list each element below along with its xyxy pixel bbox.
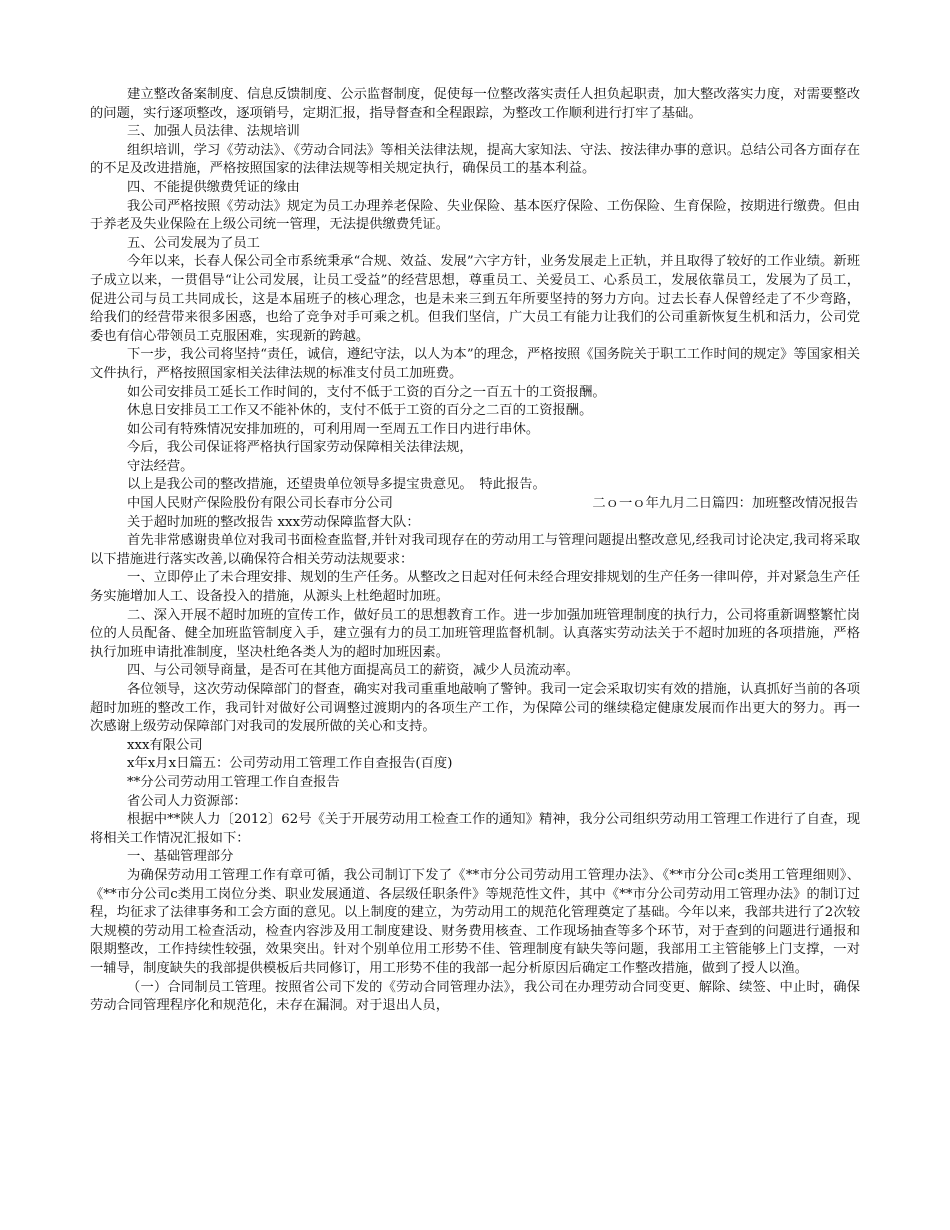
paragraph-measure-one: 一、立即停止了未合理安排、规划的生产任务。从整改之日起对任何未经合理安排规划的生产任务一律叫停，并对紧急生产任务实施增加人工、设备投入的措施，从源头上杜绝超时加班。	[90, 570, 860, 605]
heading-payment-voucher: 四、不能提供缴费凭证的缘由	[127, 179, 300, 195]
paragraph-payment-voucher: 我公司严格按照《劳动法》规定为员工办理养老保险、失业保险、基本医疗保险、工伤保险、生育保险，按期进行缴费。但由于养老及失业保险在上级公司统一管理，无法提供缴费凭证。	[90, 198, 860, 233]
paragraph-management-rules: 为确保劳动用工管理工作有章可循，我公司制订下发了《**市分公司劳动用工管理办法》、《**市分公司c类用工管理细则》、《**市分公司c类用工岗位分类、职业发展通道、各层级任职条件》等规范性文件，其中《**市分公司劳动用工管理办法》的制订过程，均征求了法律事务和工会方面的意见。以上制度的建立，为劳动用工的规范化管理奠定了基础。今年以来，我部共进行了2次较大规模的劳动用工检查活动，检查内容涉及用工制度建设、财务费用核查、工作现场抽查等多个环节，对于查到的问题进行通报和限期整改，工作持续性较强，效果突出。针对个别单位用工形势不佳、管理制度有缺失等问题，我部用工主管能够上门支撑，一对一辅导，制度缺失的我部提供模板后共同修订，用工形势不佳的我部一起分析原因后确定工作整改措施，做到了授人以渔。	[90, 867, 860, 976]
paragraph-lawful-operation: 守法经营。	[127, 458, 194, 474]
paragraph-rest-day-pay: 休息日安排员工工作又不能补休的，支付不低于工资的百分之二百的工资报酬。	[127, 403, 593, 419]
paragraph-rectification-system: 建立整改备案制度、信息反馈制度、公示监督制度，促使每一位整改落实责任人担负起职责，加大整改落实力度，对需要整改的问题，实行逐项整改，逐项销号，定期汇报，指导督查和全程跟踪，为整改工作顺利进行打牢了基础。	[90, 87, 860, 121]
paragraph-thanks: 首先非常感谢贵单位对我司书面检查监督,并针对我司现存在的劳动用工与管理问题提出整改意见,经我司讨论决定,我司将采取以下措施进行落实改善,以确保符合相关劳动法规要求：	[90, 533, 860, 567]
self-inspection-report-title: **分公司劳动用工管理工作自查报告	[127, 774, 340, 790]
company-name-signature: xxx有限公司	[127, 737, 203, 753]
paragraph-leadership-note: 各位领导，这次劳动保障部门的督查，确实对我司重重地敲响了警钟。我司一定会采取切实有效的措施，认真抓好当前的各项超时加班的整改工作，我司针对做好公司调整过渡期内的各项生产工作，为保障公司的继续稳定健康发展而作出更大的努力。再一次感谢上级劳动保障部门对我司的发展所做的关心和支持。	[90, 682, 860, 735]
signature-and-date-line: 中国人民财产保险股份有限公司长春市分公司 二ｏ一ｏ年九月二日篇四：加班整改情况报告	[127, 496, 859, 512]
paragraph-measure-four: 四、与公司领导商量，是否可在其他方面提高员工的薪资，减少人员流动率。	[127, 663, 580, 679]
heading-basic-management: 一、基础管理部分	[127, 849, 234, 865]
document-page	[90, 86, 860, 1016]
paragraph-contract-staff: （一）合同制员工管理。按照省公司下发的《劳动合同管理办法》，我公司在办理劳动合同变更、解除、续签、中止时，确保劳动合同管理程序化和规范化，未存在漏洞。对于退出人员，	[90, 979, 860, 1014]
paragraph-legal-training: 组织培训，学习《劳动法》、《劳动合同法》等相关法律法规，提高大家知法、守法、按法律办事的意识。总结公司各方面存在的不足及改进措施，严格按照国家的法律法规等相关规定执行，确保员工的基本利益。	[90, 142, 860, 177]
paragraph-company-development: 今年以来，长春人保公司全市系统秉承“合规、效益、发展”六字方针，业务发展走上正轨，并且取得了较好的工作业绩。新班子成立以来，一贯倡导“让公司发展，让员工受益”的经营思想，尊重员工、关爱员工、心系员工，发展依靠员工，发展为了员工，促进公司与员工共同成长，这是本届班子的核心理念，也是未来三到五年所要坚持的努力方向。过去长春人保曾经走了不少弯路，给我们的经营带来很多困惑，也给了竞争对手可乘之机。但我们坚信，广大员工有能力让我们的公司重新恢复生机和活力，公司党委也有信心带领员工克服困难，实现新的跨越。	[90, 254, 860, 344]
paragraph-measure-two: 二、深入开展不超时加班的宣传工作，做好员工的思想教育工作。进一步加强加班管理制度的执行力，公司将重新调整繁忙岗位的人员配备、健全加班监管制度入手，建立强有力的员工加班管理监督机制。认真落实劳动法关于不超时加班的各项措施，严格执行加班申请批准制度，坚决杜绝各类人为的超时加班因素。	[90, 607, 860, 660]
heading-legal-training: 三、加强人员法律、法规培训	[127, 124, 300, 140]
paragraph-closing-remark: 以上是我公司的整改措施，还望贵单位领导多提宝贵意见。 特此报告。	[127, 477, 546, 493]
paragraph-guarantee: 今后，我公司保证将严格执行国家劳动保障相关法律法规，	[127, 440, 473, 456]
recipient-hr-department: 省公司人力资源部：	[127, 793, 247, 809]
date-and-section-five-title: x年x月x日篇五：公司劳动用工管理工作自查报告(百度)	[127, 756, 453, 772]
paragraph-next-step: 下一步，我公司将坚持“责任，诚信，遵纪守法，以人为本”的理念，严格按照《国务院关于职工工作时间的规定》等国家相关文件执行，严格按照国家相关法律法规的标准支付员工加班费。	[90, 347, 860, 381]
report-title-overtime: 关于超时加班的整改报告 xxx劳动保障监督大队：	[127, 514, 420, 530]
paragraph-notice-basis: 根据中**陕人力〔2012〕62号《关于开展劳动用工检查工作的通知》精神，我分公司组织劳动用工管理工作进行了自查，现将相关工作情况汇报如下：	[90, 812, 860, 846]
paragraph-overtime-pay: 如公司安排员工延长工作时间的，支付不低于工资的百分之一百五十的工资报酬。	[127, 384, 606, 400]
heading-company-development: 五、公司发展为了员工	[127, 235, 260, 251]
paragraph-special-cases: 如公司有特殊情况安排加班的，可利用周一至周五工作日内进行串休。	[127, 421, 540, 437]
